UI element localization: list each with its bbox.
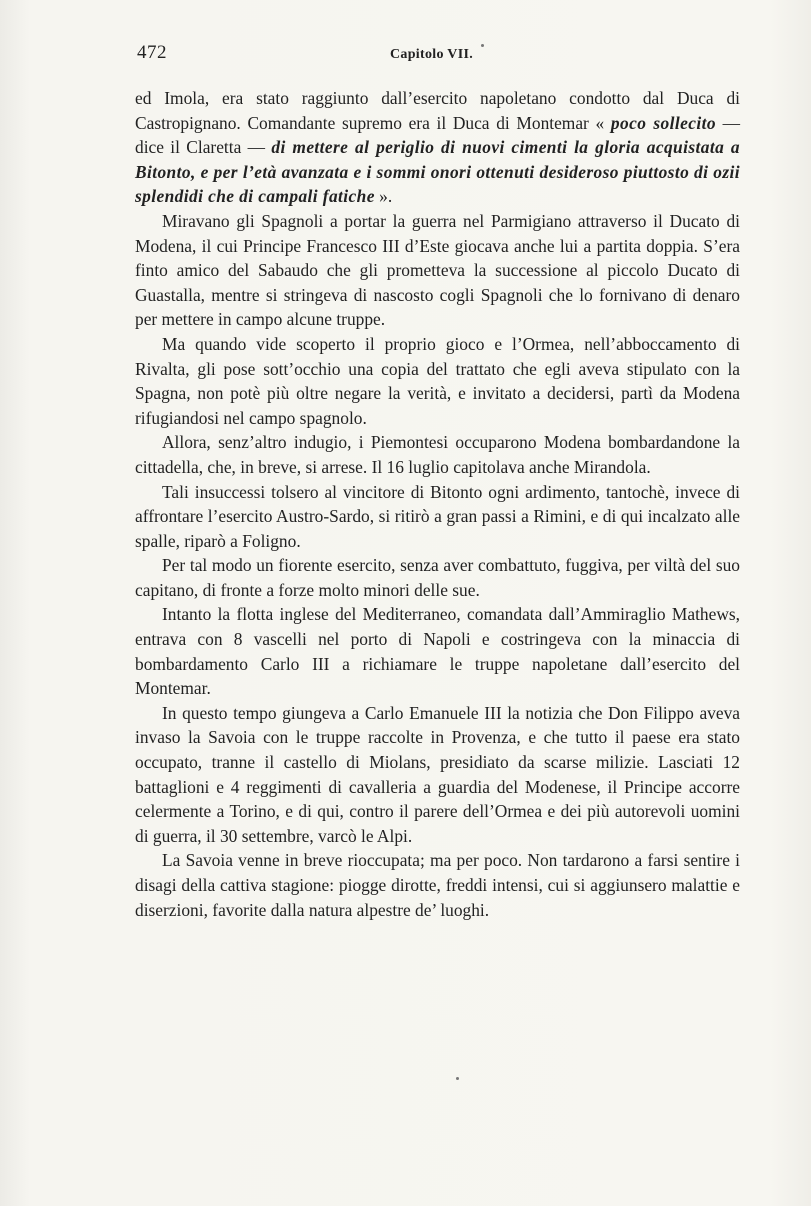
page-number: 472 — [137, 42, 167, 63]
paragraph-1-text-c: ». — [374, 186, 393, 207]
paragraph-4: Allora, senz’altro indugio, i Piemontesi occuparono Modena bombardandone la cittadella, che, in breve, si arrese. Il 16 luglio capitolava anche Mirandola. — [135, 432, 740, 477]
quotation-part-1: poco sollecito — [610, 112, 716, 133]
running-title: Capitolo VII. — [390, 47, 473, 62]
quotation-part-2: di mettere al periglio di nuovi cimenti la gloria acquistata a Bitonto, e per l’età avanzata e i sommi onori ottenuti desideroso piuttosto di ozii splendidi che di campali fatiche — [135, 137, 740, 207]
paragraph-3: Ma quando vide scoperto il proprio gioco e l’Ormea, nell’abboccamento di Rivalta, gli pose sott’occhio una copia del trattato che egli aveva stipulato con la Spagna, non potè più oltre negare la verità, e invitato a decidersi, partì da Modena rifugiandosi nel campo spagnolo. — [135, 333, 740, 428]
paragraph-7: Intanto la flotta inglese del Mediterraneo, comandata dall’Ammiraglio Mathews, entrava con 8 vascelli nel porto di Napoli e costringeva con la minaccia di bombardamento Carlo III a richiamare le truppe napoletane dall’esercito del Montemar. — [135, 604, 740, 699]
paragraph-2: Miravano gli Spagnoli a portar la guerra nel Parmigiano attraverso il Ducato di Modena, il cui Principe Francesco III d’Este giocava anche lui a partita doppia. S’era finto amico del Sabaudo che gli prometteva la successione al piccolo Ducato di Guastalla, mentre si stringeva di nascosto cogli Spagnoli che lo fornivano di denaro per mettere in campo alcune truppe. — [135, 210, 740, 330]
paragraph-9: La Savoia venne in breve rioccupata; ma per poco. Non tardarono a farsi sentire i disagi della cattiva stagione: piogge dirotte, freddi intensi, cui si aggiunsero malattie e diserzioni, favorite dalla natura alpestre de’ luoghi. — [135, 850, 740, 920]
paragraph-1-text-a: ed Imola, era stato raggiunto dall’esercito napoletano condotto dal Duca di Castropignano. Comandante supremo era il Duca di Montemar « — [135, 88, 740, 133]
body-text — [135, 86, 740, 922]
paragraph-6: Per tal modo un fiorente esercito, senza aver combattuto, fuggiva, per viltà del suo capitano, di fronte a forze molto minori delle sue. — [135, 555, 740, 600]
paragraph-8: In questo tempo giungeva a Carlo Emanuele III la notizia che Don Filippo aveva invaso la Savoia con le truppe raccolte in Provenza, e che tutto il paese era stato occupato, tranne il castello di Miolans, presidiato da scarse milizie. Lasciati 12 battaglioni e 4 reggimenti di cavalleria a guardia del Modenese, il Principe accorre celermente a Torino, e di qui, contro il parere dell’Ormea e dei più autorevoli uomini di guerra, il 30 settembre, varcò le Alpi. — [135, 702, 740, 846]
print-speck — [481, 44, 484, 47]
paragraph-1-text-b: — dice il Claretta — — [135, 112, 740, 158]
print-speck — [456, 1077, 459, 1080]
paragraph-5: Tali insuccessi tolsero al vincitore di Bitonto ogni ardimento, tantochè, invece di affrontare l’esercito Austro-Sardo, si ritirò a gran passi a Rimini, e di qui incalzato alle spalle, riparò a Foligno. — [135, 481, 740, 551]
page-header — [137, 42, 740, 72]
paragraph-1 — [135, 86, 740, 209]
